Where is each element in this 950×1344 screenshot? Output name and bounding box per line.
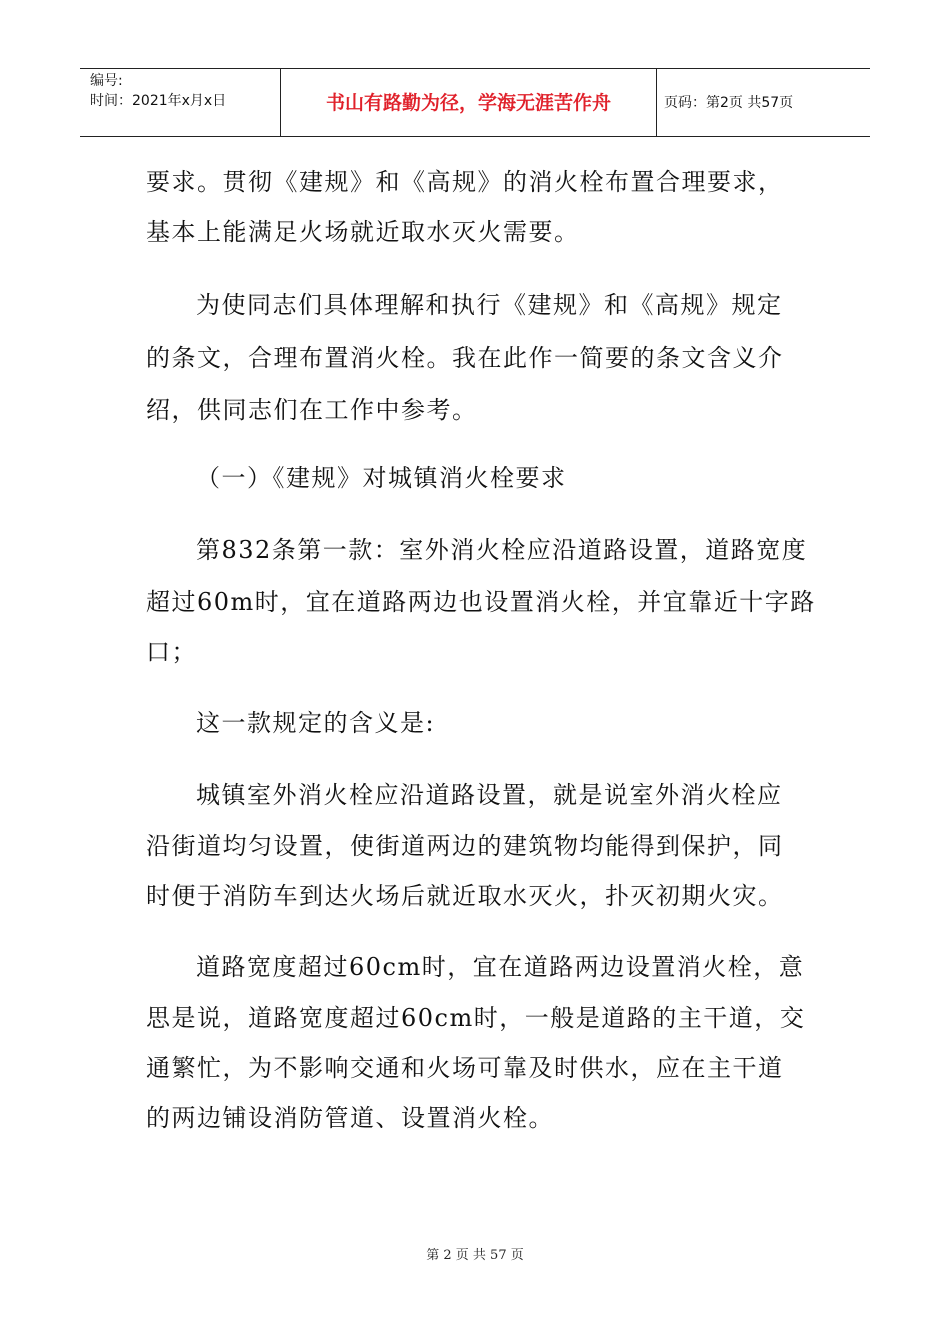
- section-heading: （一）《建规》对城镇消火栓要求: [196, 464, 567, 492]
- body-line: 口；: [146, 638, 197, 666]
- body-line: 基本上能满足火场就近取水灭火需要。: [146, 218, 580, 246]
- body-line: 通繁忙，为不影响交通和火场可靠及时供水，应在主干道: [146, 1054, 784, 1082]
- header-bottom-rule: [80, 136, 870, 137]
- header-page-label: 页码：第2页 共57页: [664, 95, 794, 111]
- body-line: 绍，供同志们在工作中参考。: [146, 396, 478, 424]
- body-line: 的两边铺设消防管道、设置消火栓。: [146, 1104, 554, 1132]
- body-line: 超过60m时，宜在道路两边也设置消火栓，并宜靠近十字路: [146, 588, 816, 616]
- body-line: 思是说，道路宽度超过60cm时，一般是道路的主干道，交: [146, 1004, 806, 1032]
- paragraph-first-line: 这一款规定的含义是:: [196, 709, 436, 737]
- paragraph-first-line: 为使同志们具体理解和执行《建规》和《高规》规定: [196, 291, 783, 319]
- body-line: 沿街道均匀设置，使街道两边的建筑物均能得到保护，同: [146, 832, 784, 860]
- paragraph-first-line: 城镇室外消火栓应沿道路设置，就是说室外消火栓应: [196, 781, 783, 809]
- body-line: 的条文，合理布置消火栓。我在此作一简要的条文含义介: [146, 344, 784, 372]
- header-top-rule: [80, 68, 870, 69]
- body-line: 要求。贯彻《建规》和《高规》的消火栓布置合理要求，: [146, 168, 784, 196]
- document-number-label: 编号:: [90, 73, 123, 89]
- body-line: 时便于消防车到达火场后就近取水灭火，扑灭初期火灾。: [146, 882, 784, 910]
- document-date-label: 时间：2021年x月x日: [90, 93, 227, 109]
- paragraph-first-line: 道路宽度超过60cm时，宜在道路两边设置消火栓，意: [196, 953, 805, 981]
- header-motto: 书山有路勤为径，学海无涯苦作舟: [325, 92, 611, 114]
- header-divider-right: [656, 68, 657, 136]
- page-footer: 第 2 页 共 57 页: [426, 1248, 524, 1263]
- paragraph-first-line: 第832条第一款：室外消火栓应沿道路设置，道路宽度: [196, 536, 808, 564]
